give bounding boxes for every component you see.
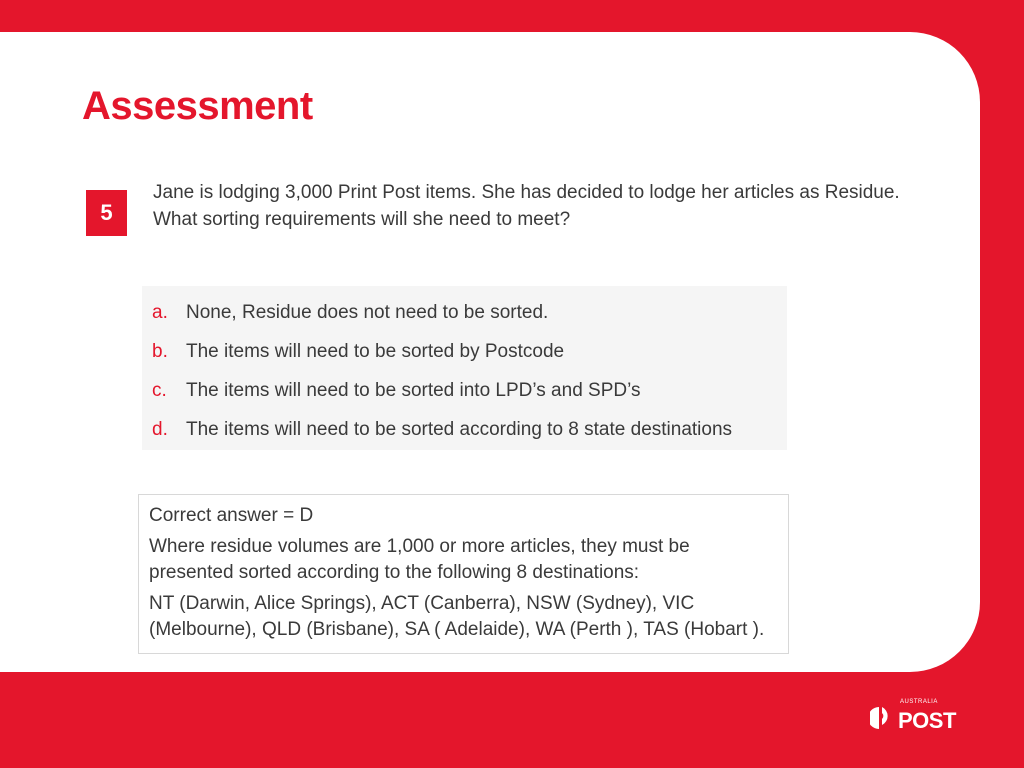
option-letter: a. bbox=[152, 301, 168, 323]
option-d bbox=[152, 410, 787, 449]
option-text: The items will need to be sorted into LPD’s and SPD’s bbox=[186, 379, 641, 401]
answer-destinations: NT (Darwin, Alice Springs), ACT (Canberra), NSW (Sydney), VIC (Melbourne), QLD (Brisbane), SA ( Adelaide), WA (Perth ), TAS (Hobart ). bbox=[149, 593, 765, 640]
australia-post-logo bbox=[870, 699, 956, 734]
option-letter: b. bbox=[152, 340, 168, 362]
logo-word: POST bbox=[898, 708, 956, 733]
answer-box bbox=[138, 494, 789, 654]
option-a bbox=[152, 293, 787, 332]
page-title: Assessment bbox=[82, 84, 313, 128]
question-line-2: What sorting requirements will she need to meet? bbox=[153, 209, 571, 230]
question-number-badge: 5 bbox=[86, 190, 127, 236]
option-c bbox=[152, 371, 787, 410]
option-text: The items will need to be sorted according to 8 state destinations bbox=[186, 418, 733, 440]
question-text bbox=[153, 179, 913, 233]
answer-explanation: Where residue volumes are 1,000 or more articles, they must be presented sorted according to the following 8 destinations: bbox=[149, 536, 690, 583]
logo-text bbox=[898, 699, 956, 734]
logo-small-text: AUSTRALIA bbox=[900, 699, 938, 705]
question-line-1: Jane is lodging 3,000 Print Post items. She has decided to lodge her articles as Residue. bbox=[153, 182, 900, 203]
post-logo-icon bbox=[870, 705, 892, 731]
correct-answer: Correct answer = D bbox=[149, 505, 314, 526]
option-letter: d. bbox=[152, 418, 168, 440]
option-text: None, Residue does not need to be sorted. bbox=[186, 301, 549, 323]
option-text: The items will need to be sorted by Postcode bbox=[186, 340, 565, 362]
option-letter: c. bbox=[152, 379, 167, 401]
option-b bbox=[152, 332, 787, 371]
answer-options bbox=[142, 286, 787, 450]
